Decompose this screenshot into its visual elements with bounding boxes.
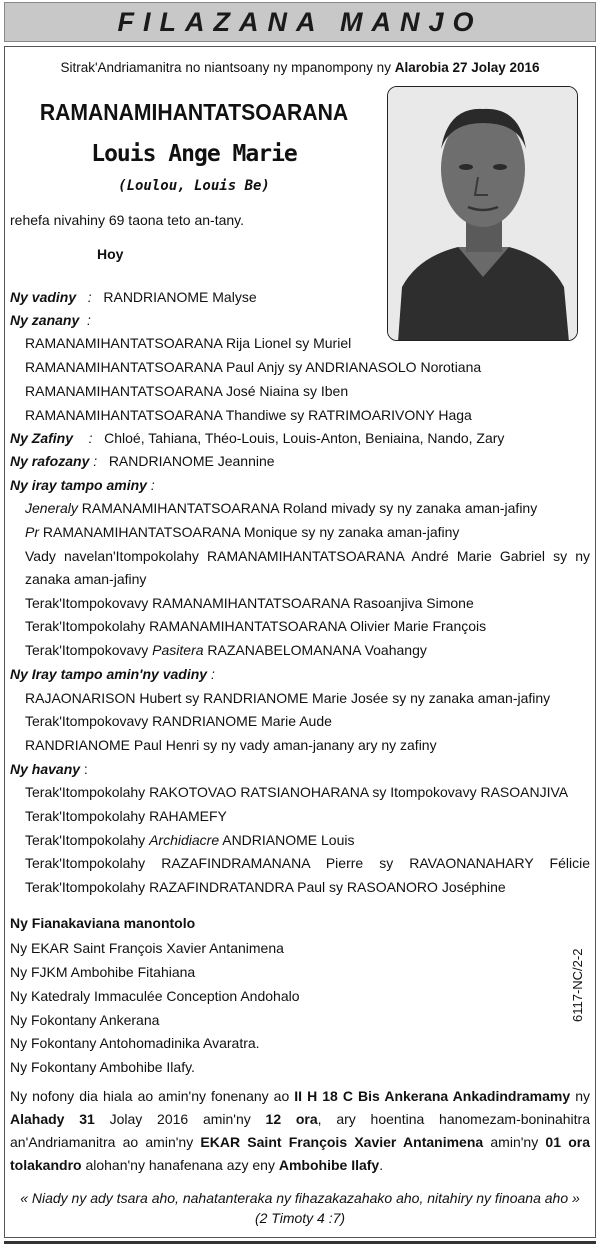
title-word: Archidiacre	[149, 832, 220, 848]
item-text: ANDRIANOME Louis	[219, 832, 355, 848]
rafozany-label: Ny rafozany	[10, 453, 90, 469]
funeral-time: tolakandro	[10, 1157, 82, 1173]
funeral-time: 12 ora	[265, 1111, 318, 1127]
item-text: RAZANABELOMANANA Voahangy	[203, 642, 427, 658]
funeral-church: EKAR Saint François Xavier Antanimena	[200, 1134, 484, 1150]
vadiny-line: Ny vadiny : RANDRIANOME Malyse	[10, 289, 257, 305]
deceased-given-names: Louis Ange Marie	[91, 141, 297, 167]
iray-tampo-item	[25, 642, 427, 659]
funeral-line-1	[10, 1088, 590, 1105]
funeral-text: Jolay 2016 amin'ny	[94, 1111, 266, 1127]
vadiny-value: RANDRIANOME Malyse	[103, 289, 257, 305]
funeral-text: ny	[570, 1088, 590, 1104]
funeral-text: an'Andriamanitra ao amin'ny	[10, 1134, 201, 1150]
deceased-surname: RAMANAMIHANTATSOARANA	[39, 99, 349, 125]
havany-item: Terak'Itompokolahy RAHAMEFY	[25, 808, 227, 824]
funeral-line-3	[10, 1134, 590, 1151]
zanany-item: RAMANAMIHANTATSOARANA José Niaina sy Iben	[25, 383, 349, 399]
iray-tampo-item	[25, 524, 459, 541]
funeral-time: 01 ora	[545, 1134, 590, 1150]
zanany-item: RAMANAMIHANTATSOARANA Thandiwe sy RATRIMOARIVONY Haga	[25, 407, 472, 423]
vadiny-label: Ny vadiny	[10, 289, 77, 305]
title-word: Jeneraly	[25, 500, 78, 516]
iray-tampo-vadiny-item: RAJAONARISON Hubert sy RANDRIANOME Marie Josée sy ny zanaka aman-jafiny	[25, 690, 551, 706]
intro-date: Alarobia 27 Jolay 2016	[394, 60, 540, 75]
fianakaviana-item: Ny Fokontany Antohomadinika Avaratra.	[10, 1035, 260, 1051]
iray-tampo-vadiny-item: Terak'Itompokovavy RANDRIANOME Marie Aude	[25, 713, 332, 729]
portrait-figure	[388, 87, 578, 341]
iray-tampo-item	[25, 500, 537, 517]
fianakaviana-item: Ny Fokontany Ambohibe Ilafy.	[10, 1059, 195, 1075]
havany-item: Terak'Itompokolahy RAZAFINDRAMANANA Pierre sy RAVAONANAHARY Félicie	[25, 855, 590, 871]
funeral-place: Ambohibe Ilafy	[278, 1157, 380, 1173]
funeral-text: .	[379, 1157, 384, 1173]
zafiny-label: Ny Zafiny	[10, 430, 74, 446]
iray-tampo-label: Ny iray tampo aminy	[10, 477, 147, 493]
zafiny-value: Chloé, Tahiana, Théo-Louis, Louis-Anton, Beniaina, Nando, Zary	[104, 430, 505, 446]
funeral-line-2	[10, 1111, 590, 1128]
funeral-text: amin'ny	[483, 1134, 546, 1150]
iray-tampo-item-cont: zanaka aman-jafiny	[25, 571, 147, 587]
zafiny-line: Ny Zafiny : Chloé, Tahiana, Théo-Louis, Louis-Anton, Beniaina, Nando, Zary	[10, 430, 505, 446]
age-line: rehefa nivahiny 69 taona teto an-tany.	[10, 212, 245, 228]
funeral-text: Ny nofony dia hiala ao amin'ny fonenany ao	[10, 1088, 295, 1104]
bible-quote: « Niady ny ady tsara aho, nahatanteraka ny fihazakazahako aho, nitahiry ny finoana aho »	[20, 1190, 580, 1206]
bottom-rule	[4, 1241, 596, 1244]
title-word: Pasitera	[152, 642, 204, 658]
title-word: Pr	[25, 524, 39, 540]
iray-tampo-item: Vady navelan'Itompokolahy RAMANAMIHANTATSOARANA André Marie Gabriel sy ny	[25, 548, 590, 564]
iray-tampo-vadiny-item: RANDRIANOME Paul Henri sy ny vady aman-janany ary ny zafiny	[25, 737, 437, 753]
intro-text: Sitrak'Andriamanitra no niantsoany ny mpanompony ny	[60, 60, 395, 75]
iray-tampo-item: Terak'Itompokovavy RAMANAMIHANTATSOARANA Rasoanjiva Simone	[25, 595, 474, 611]
item-text: RAMANAMIHANTATSOARANA Monique sy ny zanaka aman-jafiny	[39, 524, 460, 540]
havany-item	[25, 832, 354, 849]
iray-tampo-item: Terak'Itompokolahy RAMANAMIHANTATSOARANA Olivier Marie François	[25, 618, 487, 634]
zanany-label-line: Ny zanany :	[10, 312, 91, 328]
funeral-line-4	[10, 1157, 383, 1174]
funeral-day: Alahady 31	[10, 1111, 95, 1127]
iray-tampo-label-line: Ny iray tampo aminy :	[10, 477, 155, 493]
iray-tampo-vadiny-label: Ny Iray tampo amin'ny vadiny	[10, 666, 208, 682]
fianakaviana-item: Ny EKAR Saint François Xavier Antanimena	[10, 940, 284, 956]
intro-line	[0, 59, 600, 76]
havany-label: Ny havany	[10, 761, 81, 777]
funeral-address: II H 18 C Bis Ankerana Ankadindramamy	[294, 1088, 571, 1104]
zanany-label: Ny zanany	[10, 312, 80, 328]
fianakaviana-item: Ny FJKM Ambohibe Fitahiana	[10, 964, 196, 980]
item-text: Terak'Itompokolahy	[25, 832, 150, 848]
funeral-text: , ary hoentina hanomezam-boninahitra	[317, 1111, 591, 1127]
funeral-text: alohan'ny hanafenana azy eny	[81, 1157, 279, 1173]
reference-code: 6117-NC/2-2	[570, 948, 585, 1022]
item-text: RAMANAMIHANTATSOARANA Roland mivady sy ny zanaka aman-jafiny	[77, 500, 538, 516]
zanany-item: RAMANAMIHANTATSOARANA Rija Lionel sy Muriel	[25, 335, 352, 351]
header-title: FILAZANA MANJO	[117, 6, 483, 37]
bible-reference: (2 Timoty 4 :7)	[254, 1210, 346, 1226]
zanany-item: RAMANAMIHANTATSOARANA Paul Anjy sy ANDRIANASOLO Norotiana	[25, 359, 482, 375]
deceased-nicknames: (Loulou, Louis Be)	[118, 178, 270, 194]
havany-item: Terak'Itompokolahy RAKOTOVAO RATSIANOHARANA sy Itompokovavy RASOANJIVA	[25, 784, 569, 800]
hoy-label: Hoy	[97, 246, 124, 262]
item-text: Terak'Itompokovavy	[25, 642, 153, 658]
fianakaviana-item: Ny Fokontany Ankerana	[10, 1012, 160, 1028]
portrait-photo	[387, 86, 578, 341]
rafozany-value: RANDRIANOME Jeannine	[108, 453, 275, 469]
fianakaviana-item: Ny Katedraly Immaculée Conception Andohalo	[10, 988, 300, 1004]
rafozany-line: Ny rafozany : RANDRIANOME Jeannine	[10, 453, 275, 469]
header-band	[4, 2, 596, 42]
fianakaviana-title: Ny Fianakaviana manontolo	[10, 915, 196, 931]
havany-item: Terak'Itompokolahy RAZAFINDRATANDRA Paul sy RASOANORO Joséphine	[25, 879, 506, 895]
havany-label-line: Ny havany :	[10, 761, 88, 777]
iray-tampo-vadiny-label-line: Ny Iray tampo amin'ny vadiny :	[10, 666, 215, 682]
